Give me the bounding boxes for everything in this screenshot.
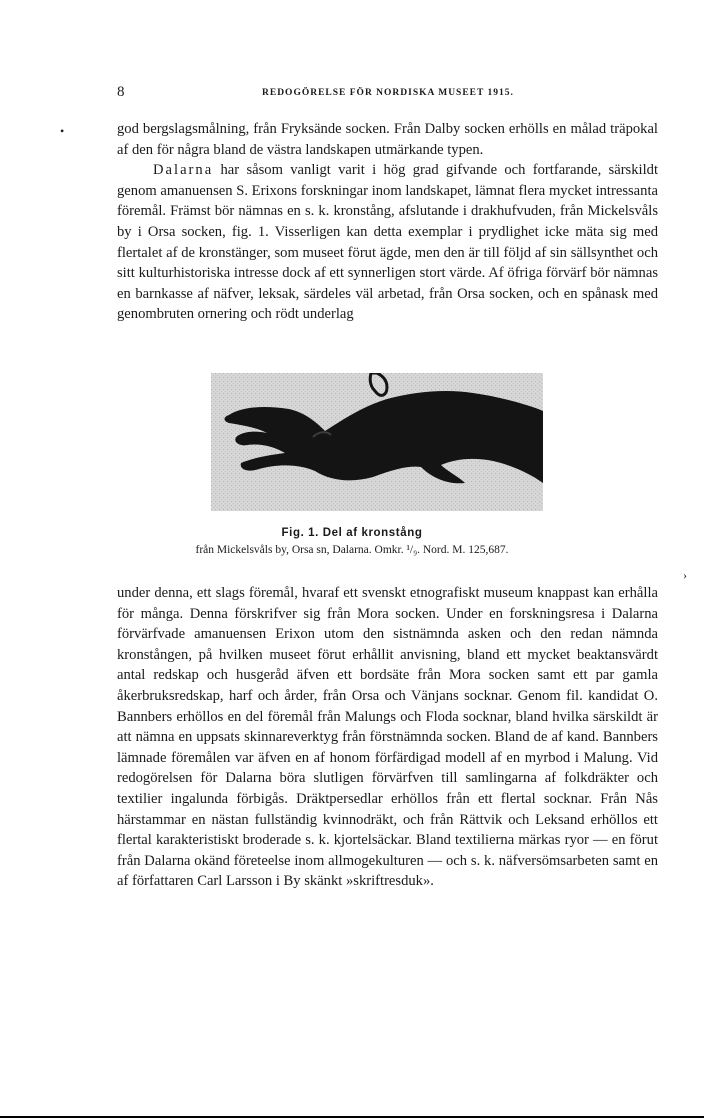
paragraph-1-continuation: god bergslagsmålning, från Fryksände socken. Från Dalby socken erhölls en målad träpokal af den för några bland de västra landskapen utmärkande typen.: [117, 121, 658, 158]
paragraph-1: [117, 119, 658, 325]
paragraph-2-text: under denna, ett slags föremål, hvaraf ett svenskt etnografiskt museum knappast kan erhålla för många. Denna förskrifver sig från Mora socken. Under en forskningsresa i Dalarna förvärfvade amanuensen Erixon utom den sistnämnda asken och den redan nämnda kronstången, på hvilken museet förut erhållit anvisning, bland ett mycket beaktansvärdt antal redskap och husgeråd äfven ett bordsäte från Mora socken samt ett par gamla åkerbruksredskap, harf och årder, från Orsa och Vänjans socknar. Genom fil. kandidat O. Bannbers erhöllos en del föremål från Malungs och Floda socknar, bland hvilka särskildt är att nämna en uppsats skinnareverktyg från förstnämnda socken. Bland de af kand. Bannbers lämnade föremålen var äfven en af honom förfärdigad modell af en myrbod i Malung. Vid redogörelsen för Dalarna böra slutligen förvärfven till samlingarna af folkdräkter och textilier ingalunda förbigås. Dräktpersedlar erhöllos från ett flertal socknar. Från Nås härstammar en nästan fullständig kvinnodräkt, och från Rättvik och Leksand erhöllos ett flertal karakteristiskt broderade s. k. kjortelsäckar. Bland textilierna märkas ryor — en förut från Dalarna okänd företeelse inom allmogekulturen — och s. k. näfversömsarbeten samt en af författaren Carl Larsson i By skänkt »skriftresduk».: [117, 585, 658, 890]
page-number: 8: [117, 84, 125, 100]
paragraph-1-rest: har såsom vanligt varit i hög grad gifvande och fortfarande, särskildt genom amanuensen S. Erixons forskningar inom landskapet, lämnat flera mycket intressanta föremål. Främst bör nämnas en s. k. kronstång, afslutande i drakhufvuden, från Mickelsvåls by i Orsa socken, fig. 1. Visserligen kan detta exemplar i prydlighet icke mäta sig med flertalet af de kronstänger, som museet förut ägde, men den är till följd af sin sällsynthet och sitt kulturhistoriska intresse dock af ett synnerligen stort värde. Af öfriga förvärf bör nämnas en barnkasse af näfver, leksak, särdeles väl arbetad, från Orsa socken, och en spånask med genombruten ornering och rödt underlag: [117, 162, 658, 323]
figure-caption-subtitle: från Mickelsvåls by, Orsa sn, Dalarna. Omkr. ¹/₉. Nord. M. 125,687.: [195, 544, 509, 556]
margin-dot: •: [60, 124, 65, 138]
margin-tick: ›: [683, 568, 687, 582]
kronstang-photo: [211, 373, 543, 511]
figure-caption-title: Fig. 1. Del af kronstång: [281, 527, 423, 539]
spaced-heading-word: Dalarna: [153, 162, 214, 179]
paragraph-2: [117, 583, 658, 892]
running-head: REDOGÖRELSE FÖR NORDISKA MUSEET 1915.: [262, 88, 514, 98]
figure-photo: [211, 373, 543, 511]
paragraph-1-dalarna: [117, 160, 658, 325]
page-header: [0, 84, 704, 104]
